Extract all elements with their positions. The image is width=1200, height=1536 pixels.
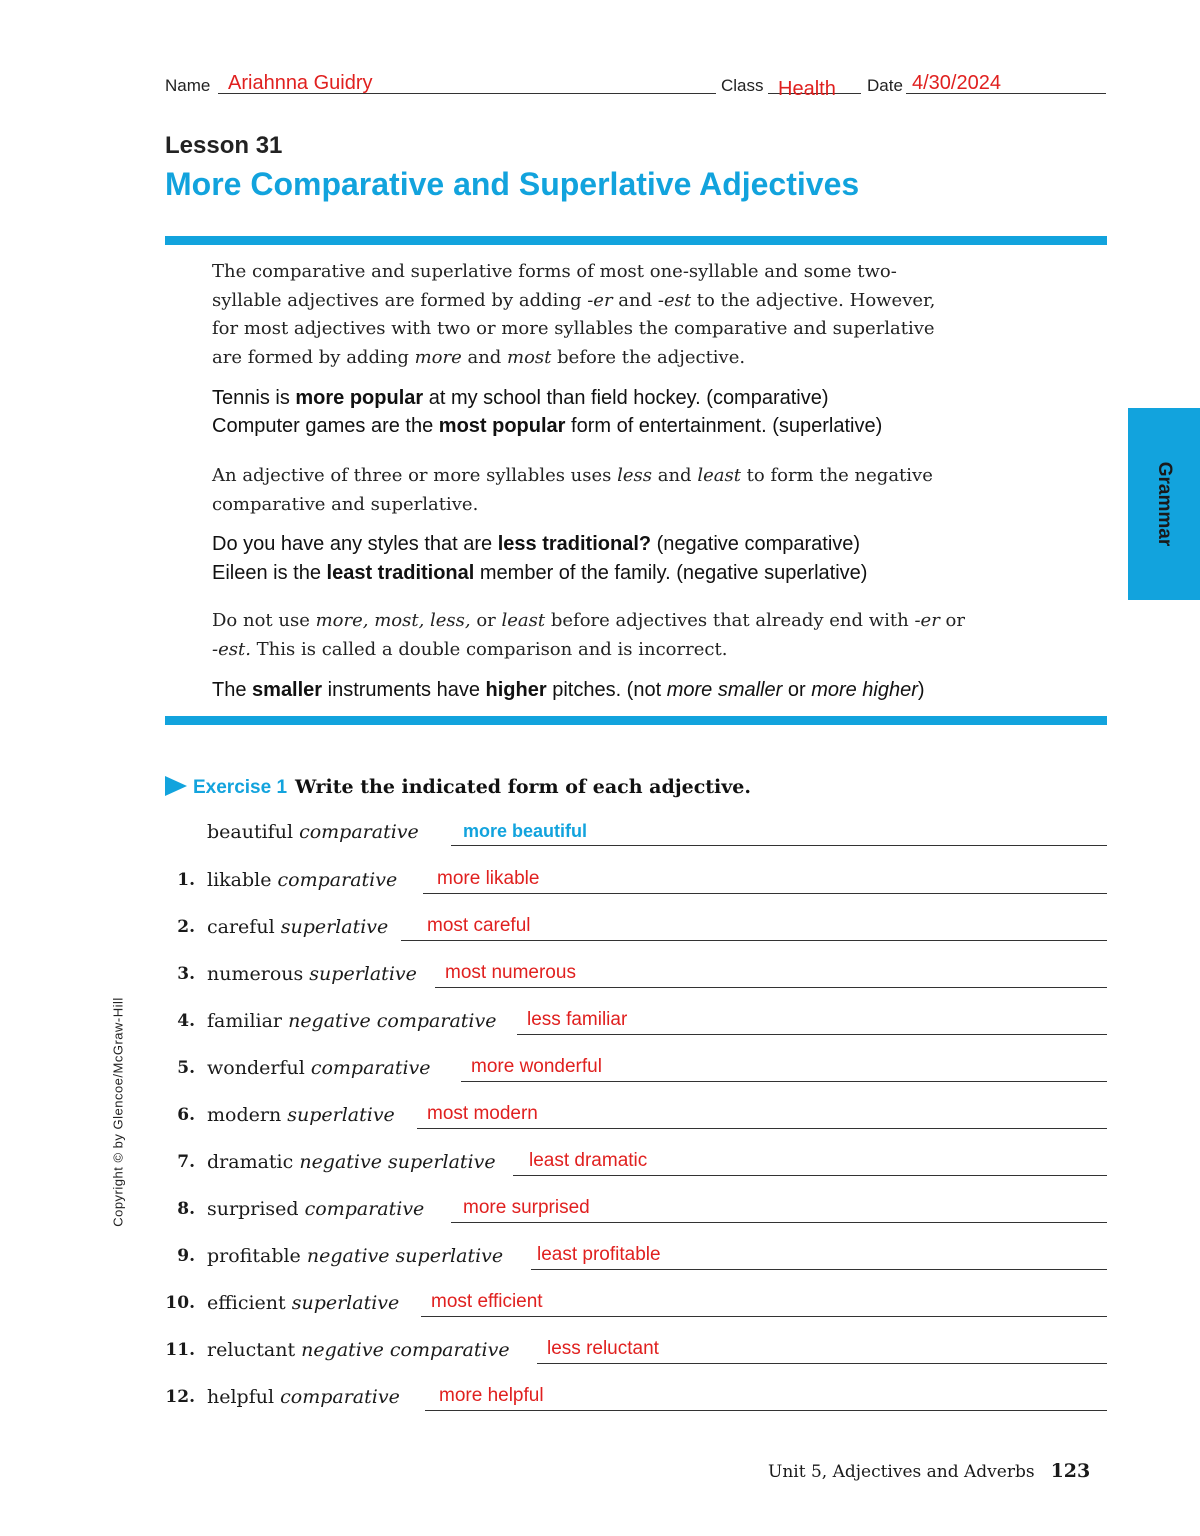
answer-line[interactable] xyxy=(401,940,1107,941)
play-arrow-icon xyxy=(165,776,187,796)
answer-line[interactable] xyxy=(513,1175,1107,1176)
class-label: Class xyxy=(721,76,764,95)
unit-label: Unit 5, Adjectives and Adverbs xyxy=(768,1462,1035,1482)
item-number: 2. xyxy=(177,917,195,937)
handwritten-answer: most numerous xyxy=(445,962,576,983)
example-negative-superlative: Eileen is the least traditional member of the family. (negative superlative) xyxy=(212,562,868,584)
answer-line[interactable] xyxy=(423,893,1107,894)
item-number: 9. xyxy=(177,1246,195,1266)
example-superlative: Computer games are the most popular form of entertainment. (superlative) xyxy=(212,415,883,437)
date-value: 4/30/2024 xyxy=(912,72,1001,94)
item-form: superlative xyxy=(287,1104,395,1126)
example-comparative: Tennis is more popular at my school than field hockey. (comparative) xyxy=(212,387,829,409)
lesson-title: More Comparative and Superlative Adjectives xyxy=(165,166,860,202)
item-prompt xyxy=(207,963,417,985)
lesson-number: Lesson 31 xyxy=(165,132,283,159)
item-form: superlative xyxy=(280,916,389,938)
date-label: Date xyxy=(867,76,903,95)
item-word: careful xyxy=(207,916,275,938)
exercise-instruction: Write the indicated form of each adjective. xyxy=(295,776,751,798)
item-prompt xyxy=(207,1151,496,1173)
answer-line[interactable] xyxy=(421,1316,1107,1317)
class-value: Health xyxy=(778,78,836,100)
grammar-tab xyxy=(1128,408,1200,600)
item-word: familiar xyxy=(207,1010,283,1032)
handwritten-answer: most careful xyxy=(427,915,531,936)
exercise-item-row xyxy=(165,907,1107,941)
item-prompt xyxy=(207,1292,399,1314)
exercise-item-row xyxy=(165,1330,1107,1364)
item-prompt xyxy=(207,916,388,938)
item-number: 6. xyxy=(177,1105,195,1125)
item-prompt xyxy=(207,1386,400,1408)
exercise-item-row xyxy=(165,1142,1107,1176)
item-form: negative superlative xyxy=(306,1245,504,1267)
item-prompt xyxy=(207,1339,510,1361)
exercise-label: Exercise 1 xyxy=(193,777,288,798)
item-form: comparative xyxy=(310,1057,431,1079)
item-word: surprised xyxy=(207,1198,299,1220)
item-number: 10. xyxy=(165,1293,195,1313)
item-form: comparative xyxy=(280,1386,400,1408)
item-prompt xyxy=(207,1104,395,1126)
item-form: negative superlative xyxy=(299,1151,496,1173)
exercise-header xyxy=(165,776,751,799)
item-form: superlative xyxy=(309,963,417,985)
item-prompt xyxy=(207,1010,496,1032)
rule-paragraph-2: An adjective of three or more syllables uses less and least to form the negative comparative and superlative. xyxy=(212,465,933,515)
sample-answer: more beautiful xyxy=(463,821,588,841)
name-value: Ariahnna Guidry xyxy=(228,72,373,94)
item-form: comparative xyxy=(304,1198,425,1220)
exercise-item-row xyxy=(165,1189,1107,1223)
example-negative-comparative: Do you have any styles that are less traditional? (negative comparative) xyxy=(212,533,861,555)
rule-paragraph-1: The comparative and superlative forms of most one-syllable and some two- syllable adjectives are formed by adding -er and -est to the adjective. However, for most adjectives with two or more syllables the comparative and superlative are formed by adding more and most before the adjective. xyxy=(212,261,936,368)
item-number: 7. xyxy=(177,1152,195,1172)
exercise-item-row xyxy=(165,1283,1107,1317)
item-word: reluctant xyxy=(207,1339,296,1361)
item-number: 4. xyxy=(177,1011,195,1031)
answer-line[interactable] xyxy=(517,1034,1107,1035)
handwritten-answer: least dramatic xyxy=(529,1150,648,1171)
handwritten-answer: most modern xyxy=(427,1103,538,1124)
item-number: 12. xyxy=(165,1387,195,1407)
item-word: dramatic xyxy=(207,1151,294,1173)
sample-row xyxy=(165,812,1107,846)
item-form: negative comparative xyxy=(288,1010,497,1032)
item-number: 1. xyxy=(177,870,195,890)
exercise-item-row xyxy=(165,1236,1107,1270)
item-word: wonderful xyxy=(207,1057,305,1079)
exercise-item-row xyxy=(165,860,1107,894)
handwritten-answer: more surprised xyxy=(463,1197,590,1218)
item-word: likable xyxy=(207,869,272,891)
item-form: negative comparative xyxy=(301,1339,510,1361)
item-form: superlative xyxy=(291,1292,400,1314)
answer-line[interactable] xyxy=(537,1363,1107,1364)
handwritten-answer: more helpful xyxy=(439,1385,544,1406)
handwritten-answer: less familiar xyxy=(527,1009,628,1030)
item-word: numerous xyxy=(207,963,304,985)
handwritten-answer: least profitable xyxy=(537,1244,661,1265)
exercise-item-row xyxy=(165,1048,1107,1082)
handwritten-answer: more wonderful xyxy=(471,1056,602,1077)
exercise-item-row xyxy=(165,1095,1107,1129)
copyright-notice: Copyright © by Glencoe/McGraw-Hill xyxy=(110,997,126,1227)
answer-line[interactable] xyxy=(451,1222,1107,1223)
item-prompt xyxy=(207,1198,424,1220)
page-footer xyxy=(768,1460,1090,1482)
answer-line[interactable] xyxy=(425,1410,1107,1411)
answer-line[interactable] xyxy=(435,987,1107,988)
item-word: helpful xyxy=(207,1386,275,1408)
answer-line[interactable] xyxy=(417,1128,1107,1129)
item-word: modern xyxy=(207,1104,282,1126)
item-prompt xyxy=(207,869,397,891)
answer-line[interactable] xyxy=(531,1269,1107,1270)
answer-line[interactable] xyxy=(461,1081,1107,1082)
page-number: 123 xyxy=(1050,1460,1091,1482)
sample-prompt: beautiful comparative xyxy=(207,821,419,843)
name-label: Name xyxy=(165,76,211,95)
item-number: 8. xyxy=(177,1199,195,1219)
exercise-item-row xyxy=(165,954,1107,988)
item-word: efficient xyxy=(207,1292,286,1314)
exercise-item-row xyxy=(165,1001,1107,1035)
handwritten-answer: most efficient xyxy=(431,1291,543,1312)
example-double-comparison: The smaller instruments have higher pitches. (not more smaller or more higher) xyxy=(212,679,925,701)
item-number: 3. xyxy=(177,964,195,984)
item-form: comparative xyxy=(277,869,398,891)
top-rule xyxy=(165,236,1107,245)
item-word: profitable xyxy=(207,1245,301,1267)
grammar-tab-label: Grammar xyxy=(1154,461,1175,547)
sample-answer-line[interactable] xyxy=(451,845,1107,846)
handwritten-answer: more likable xyxy=(437,868,540,889)
item-prompt xyxy=(207,1057,431,1079)
handwritten-answer: less reluctant xyxy=(547,1338,659,1359)
item-number: 11. xyxy=(165,1340,195,1360)
item-number: 5. xyxy=(177,1058,195,1078)
bottom-rule xyxy=(165,716,1107,725)
rule-paragraph-3: Do not use more, most, less, or least before adjectives that already end with -er or -est. This is called a double comparison and is incorrect. xyxy=(212,610,965,660)
exercise-item-row xyxy=(165,1377,1107,1411)
item-prompt xyxy=(207,1245,503,1267)
